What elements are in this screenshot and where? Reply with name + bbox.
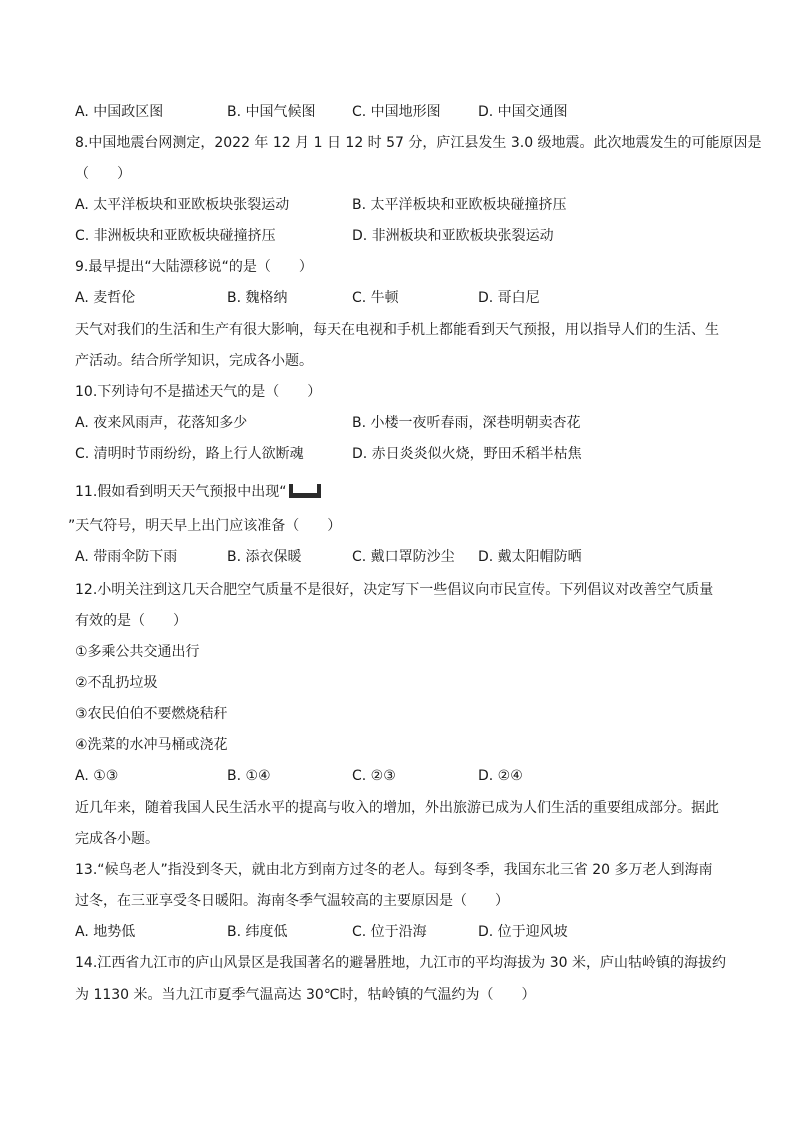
- q12-stem-line2: 有效的是（ ）: [75, 613, 187, 629]
- intro1-line2: 产活动。结合所学知识，完成各小题。: [75, 353, 313, 369]
- q14-stem-line2: 为 1130 米。当九江市夏季气温高达 30℃时，牯岭镇的气温约为（ ）: [75, 987, 536, 1003]
- q11-option-d[interactable]: D. 戴太阳帽防晒: [478, 549, 582, 565]
- q10-option-a[interactable]: A. 夜来风雨声，花落知多少: [75, 415, 248, 431]
- q12-option-d[interactable]: D. ②④: [478, 768, 523, 784]
- q12-item-1: ①多乘公共交通出行: [75, 644, 200, 660]
- q12-item-2: ②不乱扔垃圾: [75, 675, 158, 691]
- q13-option-d[interactable]: D. 位于迎风坡: [478, 924, 568, 940]
- q12-options: [75, 766, 725, 786]
- q12-option-b[interactable]: B. ①④: [227, 768, 271, 784]
- q13-option-c[interactable]: C. 位于沿海: [352, 924, 427, 940]
- q9-option-a[interactable]: A. 麦哲伦: [75, 290, 136, 306]
- q12-stem-line1: 12.小明关注到这几天合肥空气质量不是很好，决定写下一些倡议向市民宣传。下列倡议对改善空气质量: [75, 582, 714, 598]
- q8-option-a[interactable]: A. 太平洋板块和亚欧板块张裂运动: [75, 197, 290, 213]
- q13-option-b[interactable]: B. 纬度低: [227, 924, 288, 940]
- q7-option-d[interactable]: D. 中国交通图: [478, 104, 568, 120]
- q9-option-d[interactable]: D. 哥白尼: [478, 290, 540, 306]
- q13-stem-line1: 13.“候鸟老人”指没到冬天，就由北方到南方过冬的老人。每到冬季，我国东北三省 20 多万老人到海南: [75, 862, 713, 878]
- q10-option-d[interactable]: D. 赤日炎炎似火烧，野田禾稻半枯焦: [352, 446, 582, 462]
- q10-option-b[interactable]: B. 小楼一夜听春雨，深巷明朝卖杏花: [352, 415, 581, 431]
- q12-item-4: ④洗菜的水冲马桶或浇花: [75, 737, 228, 753]
- q7-option-c[interactable]: C. 中国地形图: [352, 104, 441, 120]
- q10-options-row2: [75, 444, 725, 464]
- q11-stem-line1: [75, 482, 321, 502]
- q7-option-a[interactable]: A. 中国政区图: [75, 104, 164, 120]
- q11-stem-part1: 11.假如看到明天天气预报中出现“: [75, 484, 287, 500]
- q11-option-c[interactable]: C. 戴口罩防沙尘: [352, 549, 455, 565]
- q13-option-a[interactable]: A. 地势低: [75, 924, 136, 940]
- intro2-line2: 完成各小题。: [75, 831, 159, 847]
- q9-option-c[interactable]: C. 牛顿: [352, 290, 399, 306]
- q14-stem-line1: 14.江西省九江市的庐山风景区是我国著名的避暑胜地，九江市的平均海拔为 30 米，庐山牯岭镇的海拔约: [75, 955, 726, 971]
- q7-options: [75, 102, 725, 122]
- q9-options: [75, 288, 725, 308]
- q12-option-a[interactable]: A. ①③: [75, 768, 119, 784]
- q11-option-a[interactable]: A. 带雨伞防下雨: [75, 549, 178, 565]
- q12-item-3: ③农民伯伯不要燃烧秸秆: [75, 706, 228, 722]
- q11-option-b[interactable]: B. 添衣保暖: [227, 549, 302, 565]
- q8-stem-line1: 8.中国地震台网测定，2022 年 12 月 1 日 12 时 57 分，庐江县发生 3.0 级地震。此次地震发生的可能原因是: [75, 135, 762, 151]
- intro2-line1: 近几年来，随着我国人民生活水平的提高与收入的增加，外出旅游已成为人们生活的重要组成部分。据此: [75, 800, 719, 816]
- q8-option-c[interactable]: C. 非洲板块和亚欧板块碰撞挤压: [75, 228, 276, 244]
- q8-options-row2: [75, 226, 725, 246]
- q11-stem-part2: ”天气符号，明天早上出门应该准备（ ）: [68, 518, 342, 534]
- q9-stem: 9.最早提出“大陆漂移说“的是（ ）: [75, 259, 313, 275]
- q8-options-row1: [75, 195, 725, 215]
- q11-options: [75, 547, 725, 567]
- q12-option-c[interactable]: C. ②③: [352, 768, 396, 784]
- q8-stem-line2: （ ）: [75, 166, 131, 182]
- q8-option-d[interactable]: D. 非洲板块和亚欧板块张裂运动: [352, 228, 554, 244]
- q10-option-c[interactable]: C. 清明时节雨纷纷，路上行人欲断魂: [75, 446, 304, 462]
- q9-option-b[interactable]: B. 魏格纳: [227, 290, 288, 306]
- q10-options-row1: [75, 413, 725, 433]
- q7-option-b[interactable]: B. 中国气候图: [227, 104, 316, 120]
- weather-symbol-icon: [289, 482, 321, 498]
- q8-option-b[interactable]: B. 太平洋板块和亚欧板块碰撞挤压: [352, 197, 567, 213]
- intro1-line1: 天气对我们的生活和生产有很大影响，每天在电视和手机上都能看到天气预报，用以指导人们的生活、生: [75, 322, 719, 338]
- q13-options: [75, 922, 725, 942]
- q10-stem: 10.下列诗句不是描述天气的是（ ）: [75, 384, 322, 400]
- q13-stem-line2: 过冬，在三亚享受冬日暖阳。海南冬季气温较高的主要原因是（ ）: [75, 893, 509, 909]
